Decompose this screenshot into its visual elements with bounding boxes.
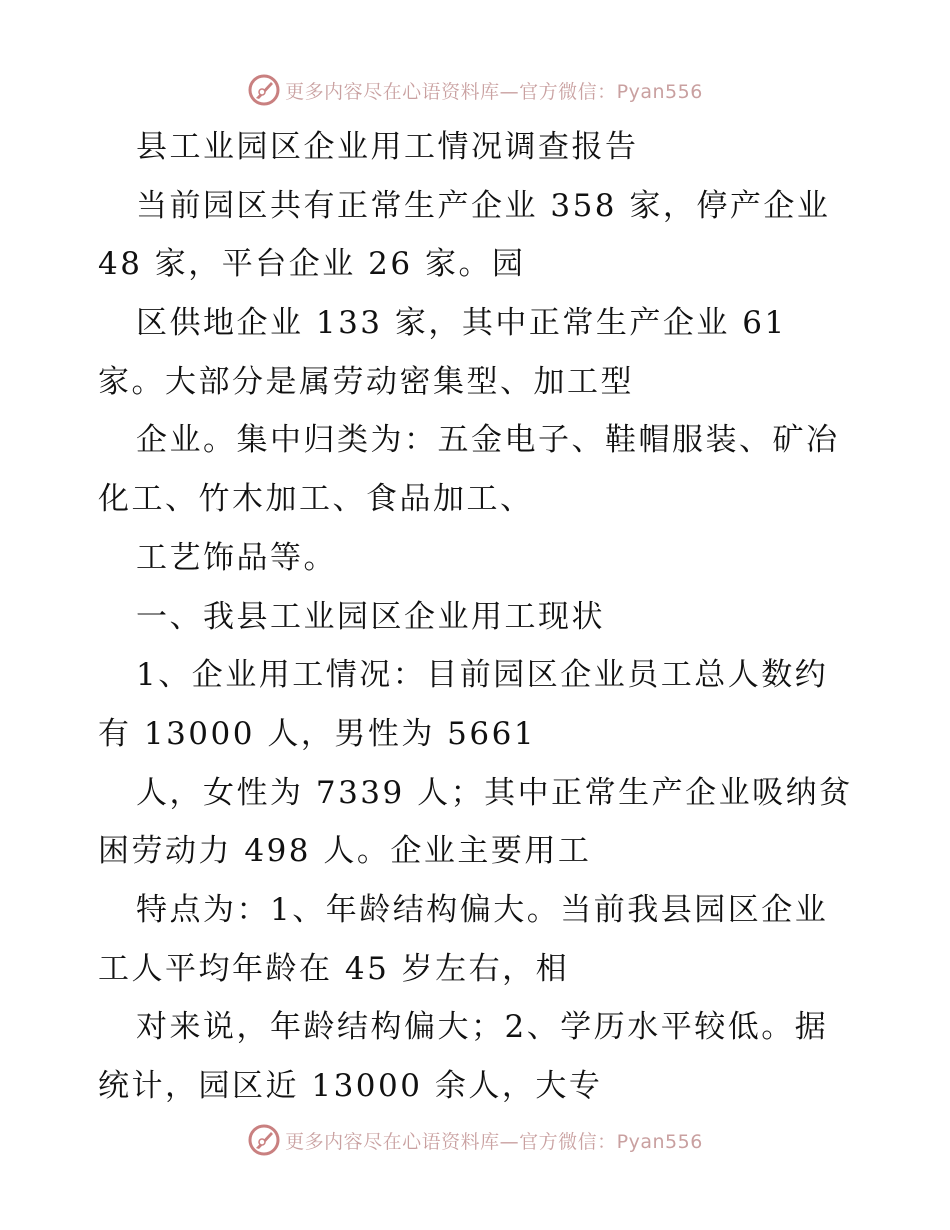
text-line: 48 家，平台企业 26 家。园 [98, 246, 526, 283]
quill-logo-icon [247, 73, 281, 107]
text-line: 当前园区共有正常生产企业 358 家，停产企业 [136, 187, 831, 224]
document-body [98, 118, 858, 1116]
text-line: 人，女性为 7339 人；其中正常生产企业吸纳贫 [136, 774, 853, 811]
text-line: 工人平均年龄在 45 岁左右，相 [98, 950, 570, 987]
text-line: 1、企业用工情况：目前园区企业员工总人数约 [136, 657, 829, 694]
text-line: 对来说，年龄结构偏大；2、学历水平较低。据 [136, 1009, 829, 1046]
footer-watermark [0, 1120, 950, 1160]
watermark-text: 更多内容尽在心语资料库—官方微信：Pyan556 [285, 1130, 703, 1153]
text-line: 特点为：1、年龄结构偏大。当前我县园区企业 [136, 891, 829, 928]
text-line: 有 13000 人，男性为 5661 [98, 715, 537, 752]
quill-logo-icon [247, 1123, 281, 1157]
header-watermark [0, 70, 950, 110]
section-heading: 一、我县工业园区企业用工现状 [136, 598, 605, 635]
text-line: 区供地企业 133 家，其中正常生产企业 61 [136, 305, 787, 342]
text-line: 企业。集中归类为：五金电子、鞋帽服装、矿冶 [136, 422, 840, 459]
text-line: 工艺饰品等。 [136, 539, 337, 576]
text-line: 化工、竹木加工、食品加工、 [98, 481, 534, 518]
watermark-text: 更多内容尽在心语资料库—官方微信：Pyan556 [285, 80, 703, 103]
text-line: 统计，园区近 13000 余人，大专 [98, 1068, 603, 1104]
text-line: 困劳动力 498 人。企业主要用工 [98, 833, 592, 870]
text-line: 家。大部分是属劳动密集型、加工型 [98, 363, 634, 400]
document-title: 县工业园区企业用工情况调查报告 [136, 129, 639, 165]
